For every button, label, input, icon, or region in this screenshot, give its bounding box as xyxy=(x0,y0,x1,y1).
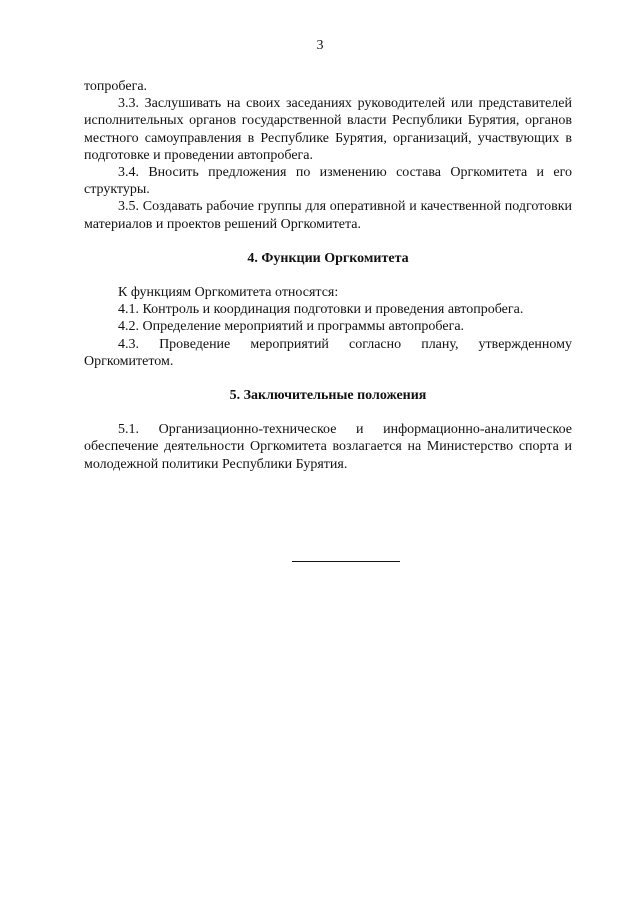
closing-divider xyxy=(292,561,400,562)
section-4-intro: К функциям Оргкомитета относятся: xyxy=(118,285,339,301)
page-number: 3 xyxy=(316,38,324,53)
paragraph-3-3: 3.3. Заслушивать на своих заседаниях руководителей или представителей исполнительных органов государственной власти Республики Бурятия, органов местного самоуправления в Республике Бурятия, организаций, участвующих в подготовке и проведении автопробега. xyxy=(84,96,572,163)
paragraph-4-3: 4.3. Проведение мероприятий согласно плану, утвержденному Оргкомитетом. xyxy=(84,336,572,369)
paragraph-4-2: 4.2. Определение мероприятий и программы автопробега. xyxy=(118,319,465,335)
paragraph-5-1: 5.1. Организационно-техническое и информационно-аналитическое обеспечение деятельности Оргкомитета возлагается на Министерство спорта и молодежной политики Республики Бурятия. xyxy=(84,422,572,472)
section-4-heading: 4. Функции Оргкомитета xyxy=(247,250,409,266)
paragraph-continuation: топробега. xyxy=(84,79,148,94)
document-body xyxy=(84,78,572,473)
paragraph-3-5: 3.5. Создавать рабочие группы для оперативной и качественной подготовки материалов и проектов решений Оргкомитета. xyxy=(84,199,572,232)
paragraph-4-1: 4.1. Контроль и координация подготовки и проведения автопробега. xyxy=(118,302,524,318)
section-5-heading: 5. Заключительные положения xyxy=(229,388,427,404)
paragraph-3-4: 3.4. Вносить предложения по изменению состава Оргкомитета и его структуры. xyxy=(84,165,572,198)
